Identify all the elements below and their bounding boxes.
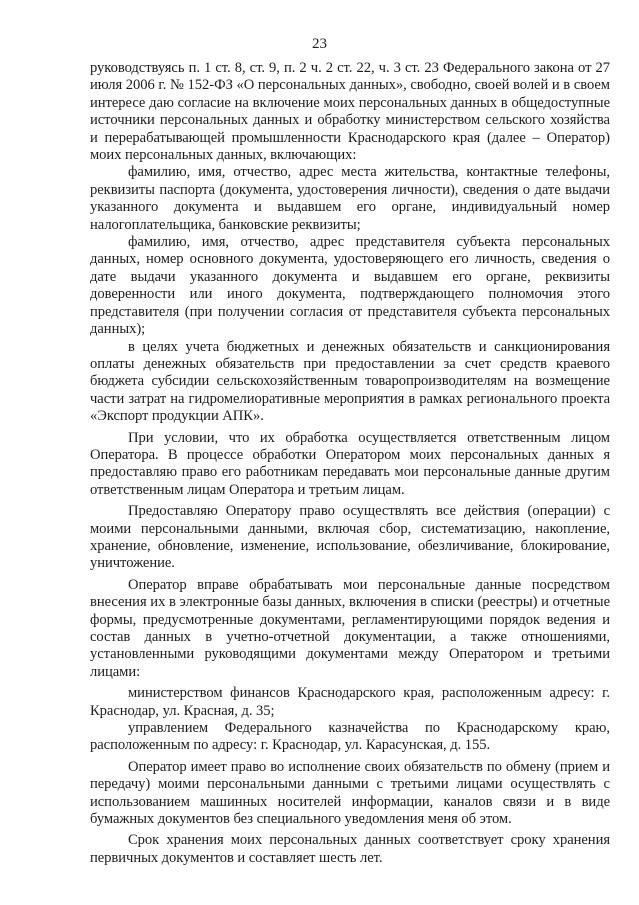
page-number: 23 bbox=[312, 36, 327, 52]
paragraph-exchange-rights: Оператор имеет право во исполнение своих обязательств по обмену (прием и передачу) моими персональными данными с третьими лицами осуществлять с использованием машинных носителей информации, каналов связи и в виде бумажных документов без специального уведомления меня об этом. bbox=[90, 758, 610, 828]
paragraph-database-processing: Оператор вправе обрабатывать мои персональные данные посредством внесения их в электронные базы данных, включения в списки (реестры) и отчетные формы, предусмотренные документами, регламентирующими порядок ведения и состав данных в учетно-отчетной документации, а также отношениями, установленными руководящими документами между Оператором и третьими лицами: bbox=[90, 576, 610, 680]
paragraph-ministry-finance: министерством финансов Краснодарского края, расположенным адресу: г. Краснодар, ул. Красная, д. 35; bbox=[90, 685, 610, 719]
paragraph-operator-rights: Предоставляю Оператору право осуществлять все действия (операции) с моими персональными данными, включая сбор, систематизацию, накопление, хранение, обновление, изменение, использование, обезличивание, блокирование, уничтожение. bbox=[90, 503, 610, 572]
document-body bbox=[90, 60, 610, 867]
paragraph-consent-intro: руководствуясь п. 1 ст. 8, ст. 9, п. 2 ч. 2 ст. 22, ч. 3 ст. 23 Федерального закона от 27 июля 2006 г. № 152-ФЗ «О персональных данных», свободно, своей волей и в своем интересе даю согласие на включение моих персональных данных в общедоступные источники персональных данных и обработку министерством сельского хозяйства и перерабатывающей промышленности Краснодарского края (далее – Оператор) моих персональных данных, включающих: bbox=[90, 60, 610, 164]
paragraph-subject-data: фамилию, имя, отчество, адрес места жительства, контактные телефоны, реквизиты паспорта (документа, удостоверения личности), сведения о дате выдачи указанного документа и выдавшем его органе, индивидуальный номер налогоплательщика, банковские реквизиты; bbox=[90, 164, 610, 233]
paragraph-storage-term: Срок хранения моих персональных данных соответствует сроку хранения первичных документов и составляет шесть лет. bbox=[90, 832, 610, 866]
paragraph-treasury: управлением Федерального казначейства по Краснодарскому краю, расположенным по адресу: г. Краснодар, ул. Карасунская, д. 155. bbox=[90, 720, 610, 754]
paragraph-purpose: в целях учета бюджетных и денежных обязательств и санкционирования оплаты денежных обязательств при предоставлении за счет средств краевого бюджета субсидии сельскохозяйственным товаропроизводителям на возмещение части затрат на гидромелиоративные мероприятия в рамках регионального проекта «Экспорт продукции АПК». bbox=[90, 338, 610, 425]
paragraph-representative-data: фамилию, имя, отчество, адрес представителя субъекта персональных данных, номер основного документа, удостоверяющего его личность, сведения о дате выдачи указанного документа и выдавшем его органе, реквизиты доверенности или иного документа, подтверждающего полномочия этого представителя (при получении согласия от представителя субъекта персональных данных); bbox=[90, 234, 610, 338]
paragraph-processing-condition: При условии, что их обработка осуществляется ответственным лицом Оператора. В процессе обработки Оператором моих персональных данных я предоставляю право его работникам передавать мои персональные данные другим ответственным лицам Оператора и третьим лицам. bbox=[90, 429, 610, 498]
